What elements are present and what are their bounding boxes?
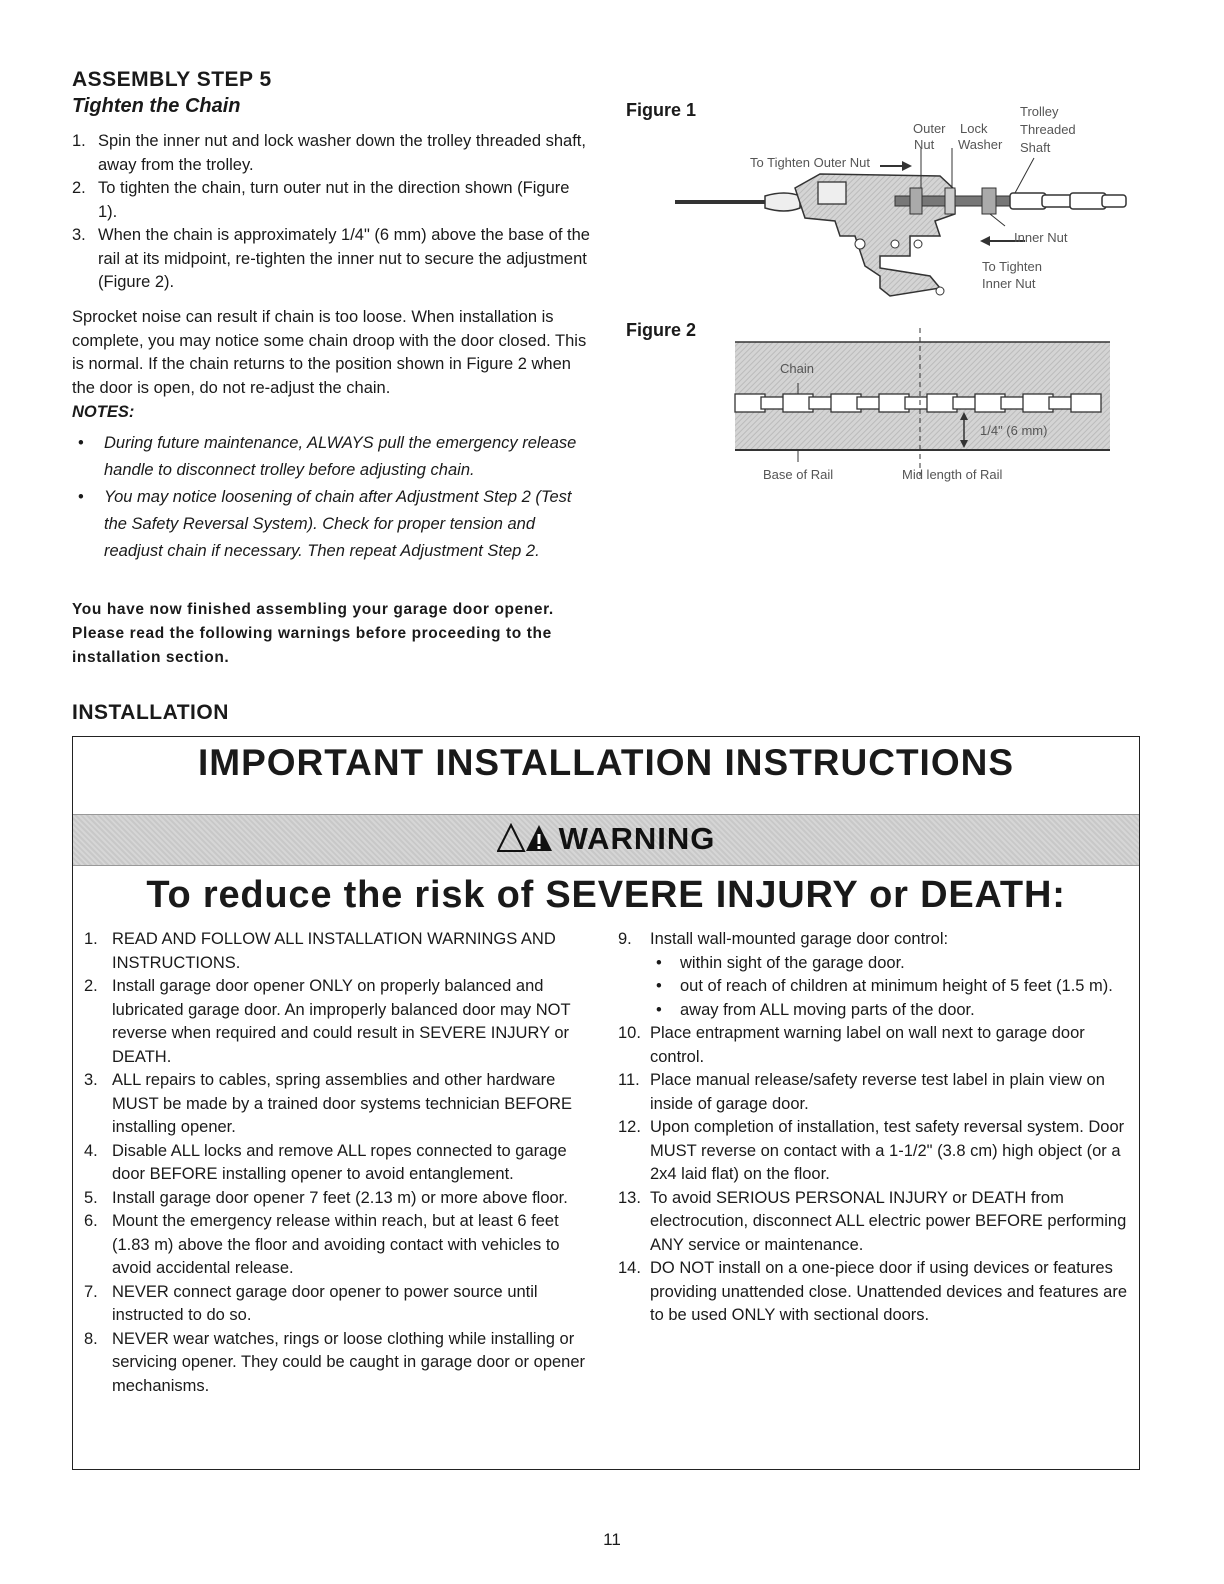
- item-text: To avoid SERIOUS PERSONAL INJURY or DEATH from electrocution, disconnect ALL electric power BEFORE performing ANY service or maintenance.: [650, 1188, 1127, 1254]
- list-item: [84, 1140, 596, 1187]
- list-item: [618, 928, 1136, 1022]
- fig1-threaded: Threaded: [1020, 122, 1076, 137]
- fig1-shaft: Shaft: [1020, 140, 1051, 155]
- fig1-nut: Nut: [914, 137, 935, 152]
- item-number: 3.: [84, 1071, 98, 1089]
- fig1-to-tighten: To Tighten: [982, 259, 1042, 274]
- sub-list: [650, 952, 1136, 1023]
- sub-item-text: within sight of the garage door.: [680, 953, 905, 972]
- list-item: [84, 1069, 596, 1140]
- step-subtitle: Tighten the Chain: [72, 95, 241, 117]
- item-number: 14.: [618, 1259, 641, 1277]
- fig1-lock: Lock: [960, 121, 988, 136]
- risk-title: To reduce the risk of SEVERE INJURY or DEATH:: [146, 874, 1066, 916]
- warning-word: WARNING: [558, 821, 716, 856]
- sub-item-text: out of reach of children at minimum height of 5 feet (1.5 m).: [680, 977, 1113, 995]
- page-number: 11: [603, 1530, 621, 1549]
- list-item: [618, 1257, 1136, 1328]
- arrow-head-icon: [902, 161, 912, 171]
- bullet-icon: •: [78, 488, 84, 506]
- item-number: 2.: [72, 179, 86, 197]
- item-number: 6.: [84, 1212, 98, 1230]
- item-number: 4.: [84, 1141, 98, 1160]
- fig2-base: Base of Rail: [763, 467, 834, 482]
- sub-item-text: away from ALL moving parts of the door.: [680, 1000, 975, 1019]
- trolley-latch: [818, 182, 846, 204]
- bullet-icon: •: [78, 434, 84, 452]
- list-item: [84, 1210, 596, 1281]
- item-number: 13.: [618, 1188, 641, 1207]
- figure2-label: Figure 2: [626, 320, 697, 340]
- finished-notice: You have now finished assembling your garage door opener. Please read the following warnings before proceeding to the installation section.: [72, 601, 554, 666]
- fig1-inner-nut-2: Inner Nut: [982, 276, 1036, 291]
- sub-list-item: [650, 952, 1136, 976]
- chain-links: [735, 394, 1101, 412]
- item-text: When the chain is approximately 1/4" (6 mm) above the base of the rail at its midpoint, re-tighten the inner nut to secure the adjustment (Figure 2).: [98, 226, 590, 291]
- item-number: 10.: [618, 1024, 641, 1042]
- warning-list-left: [84, 928, 596, 1398]
- fig1-washer: Washer: [958, 137, 1003, 152]
- item-number: 9.: [618, 930, 632, 948]
- chain-links: [1010, 193, 1126, 209]
- item-number: 5.: [84, 1188, 98, 1207]
- list-item: [84, 1328, 596, 1399]
- list-item: [618, 1069, 1136, 1116]
- item-body: [650, 928, 1136, 1022]
- fig2-chain: Chain: [780, 361, 814, 376]
- item-text: Install garage door opener ONLY on properly balanced and lubricated garage door. An improperly balanced door may NOT reverse when required and could result in SEVERE INJURY or DEATH.: [112, 977, 571, 1066]
- bullet-icon: •: [656, 953, 662, 972]
- item-text: Upon completion of installation, test safety reversal system. Door MUST reverse on contact with a 1-1/2" (3.8 cm) high object (or a 2x4 laid flat) on the floor.: [650, 1118, 1125, 1183]
- bullet-icon: •: [656, 1000, 662, 1019]
- bullet-icon: •: [656, 977, 662, 995]
- warning-triangle-icon: [497, 823, 553, 853]
- item-text: Disable ALL locks and remove ALL ropes connected to garage door BEFORE installing opener to avoid entanglement.: [112, 1141, 567, 1183]
- step-title: ASSEMBLY STEP 5: [72, 68, 272, 91]
- list-item: [84, 928, 596, 975]
- item-number: 11.: [618, 1071, 640, 1089]
- trolley-hole: [855, 239, 865, 249]
- notes-list: [72, 430, 592, 565]
- item-number: 1.: [72, 132, 86, 150]
- fig1-outer: Outer: [913, 121, 946, 136]
- fig1-inner-nut: Inner Nut: [1014, 230, 1068, 245]
- list-item: [72, 484, 592, 565]
- item-number: 8.: [84, 1329, 98, 1348]
- figure1-diagram: [670, 96, 1130, 306]
- fig2-mid: Mid length of Rail: [902, 467, 1003, 482]
- fig1-to-tighten-outer: To Tighten Outer Nut: [750, 155, 870, 170]
- item-number: 3.: [72, 226, 86, 244]
- sprocket-paragraph: Sprocket noise can result if chain is too loose. When installation is complete, you may notice some chain droop with the door closed. This is normal. If the chain returns to the position shown in Figure 2 when the door is open, do not re-adjust the chain.: [72, 308, 587, 397]
- item-text: NEVER connect garage door opener to power source until instructed to do so.: [112, 1282, 538, 1324]
- box-title: IMPORTANT INSTALLATION INSTRUCTIONS: [197, 742, 1015, 783]
- installation-title: INSTALLATION: [72, 701, 229, 724]
- item-text: NEVER wear watches, rings or loose clothing while installing or servicing opener. They could be caught in garage door or opener mechanisms.: [112, 1329, 586, 1395]
- item-text: Install garage door opener 7 feet (2.13 m) or more above floor.: [112, 1188, 568, 1207]
- step-list: [72, 130, 592, 295]
- trolley-hole: [891, 240, 899, 248]
- item-text: Spin the inner nut and lock washer down the trolley threaded shaft, away from the trolley.: [98, 132, 586, 174]
- list-item: [618, 1187, 1136, 1258]
- lock-washer: [945, 188, 955, 214]
- list-item: [618, 1022, 1136, 1069]
- leader-line: [1015, 158, 1034, 193]
- list-item: [72, 130, 592, 177]
- item-number: 12.: [618, 1118, 641, 1136]
- list-item: [618, 1116, 1136, 1187]
- fig2-quarter: 1/4" (6 mm): [980, 423, 1048, 438]
- item-number: 1.: [84, 930, 98, 948]
- item-text: To tighten the chain, turn outer nut in the direction shown (Figure 1).: [98, 179, 570, 221]
- fig1-trolley: Trolley: [1020, 104, 1059, 119]
- figure2-diagram: [730, 328, 1120, 488]
- list-item: [72, 224, 592, 295]
- arrow-head-icon: [980, 236, 990, 246]
- sub-list-item: [650, 975, 1136, 999]
- item-text: Mount the emergency release within reach, but at least 6 feet (1.83 m) above the floor and avoiding contact with vehicles to avoid accidental release.: [112, 1212, 560, 1277]
- item-text: READ AND FOLLOW ALL INSTALLATION WARNINGS AND INSTRUCTIONS.: [112, 930, 556, 972]
- list-item: [72, 430, 592, 484]
- list-item: [84, 1187, 596, 1211]
- outer-nut: [910, 188, 922, 214]
- figure1-label: Figure 1: [626, 100, 697, 120]
- item-text: Install wall-mounted garage door control:: [650, 930, 949, 948]
- notes-label: NOTES:: [72, 403, 135, 421]
- list-item: [72, 177, 592, 224]
- sub-list-item: [650, 999, 1136, 1023]
- note-text: During future maintenance, ALWAYS pull the emergency release handle to disconnect trolley before adjusting chain.: [104, 434, 577, 479]
- leader-line: [990, 214, 1005, 226]
- item-text: Place manual release/safety reverse test label in plain view on inside of garage door.: [650, 1071, 1105, 1113]
- note-text: You may notice loosening of chain after Adjustment Step 2 (Test the Safety Reversal System). Check for proper tension and readjust chain if necessary. Then repeat Adjustment Step 2.: [104, 488, 572, 560]
- trolley-hole: [914, 240, 922, 248]
- list-item: [84, 1281, 596, 1328]
- inner-nut: [982, 188, 996, 214]
- cable-clip: [765, 193, 800, 211]
- item-text: Place entrapment warning label on wall next to garage door control.: [650, 1024, 1085, 1066]
- item-number: 7.: [84, 1282, 98, 1301]
- list-item: [84, 975, 596, 1069]
- trolley-hole: [936, 287, 944, 295]
- warning-list-right: [618, 928, 1136, 1328]
- item-text: DO NOT install on a one-piece door if using devices or features providing unattended close. Unattended devices and features are to be used ONLY with sectional doors.: [650, 1259, 1127, 1324]
- item-text: ALL repairs to cables, spring assemblies and other hardware MUST be made by a trained door systems technician BEFORE installing opener.: [112, 1071, 573, 1136]
- warning-header: [73, 814, 1139, 864]
- item-number: 2.: [84, 977, 98, 995]
